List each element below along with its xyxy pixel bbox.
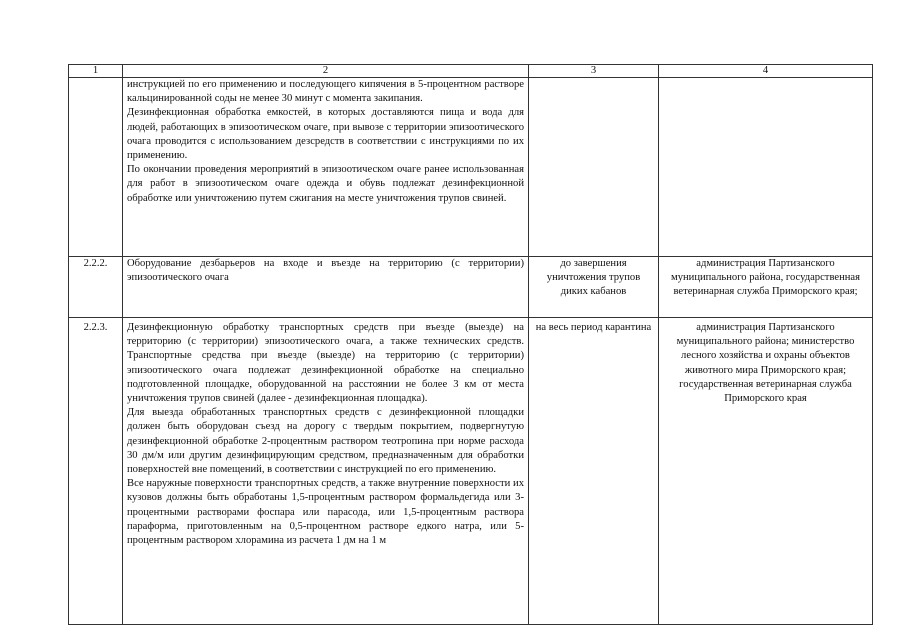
- table-header-row: [69, 65, 873, 78]
- row-term: на весь период карантина: [529, 318, 659, 625]
- row-measure-text: [123, 318, 529, 625]
- header-col-2: 2: [123, 65, 529, 78]
- header-col-4: 4: [659, 65, 873, 78]
- paragraph: По окончании проведения мероприятий в эпизоотическом очаге ранее использованная для работ в эпизоотическом очаге одежда и обувь подлежат дезинфекционной обработке или уничтожению путем сжигания на месте уничтожения трупов свиней.: [127, 164, 524, 204]
- row-measure-text: [123, 257, 529, 318]
- paragraph: Для выезда обработанных транспортных средств с дезинфекционной площадки должен быть оборудован съезд на дорогу с твердым покрытием, подвергнутую дезинфекционной обработке 2-процентным раствором теотропина при норме расхода 30 дм/м или другим дезинфицирующим средством, предназначенным для обработки поверхностей вне помещений, в соответствии с инструкцией по его применению.: [127, 407, 524, 476]
- table-row: [69, 78, 873, 257]
- table-row: [69, 257, 873, 318]
- row-term: [529, 78, 659, 257]
- header-col-1: 1: [69, 65, 123, 78]
- paragraph: Дезинфекционная обработка емкостей, в которых доставляются пища и вода для людей, работающих в эпизоотическом очаге, при вывозе с территории эпизоотического очага проводится с использованием дезсредств в соответствии с инструкциями по их применению.: [127, 107, 524, 162]
- row-responsible: администрация Партизанского муниципального района; министерство лесного хозяйства и охраны объектов животного мира Приморского края; государственная ветеринарная служба Приморского края: [659, 318, 873, 625]
- paragraph: Все наружные поверхности транспортных средств, а также внутренние поверхности их кузовов должны быть обработаны 1,5-процентным раствором формальдегида или 3-процентными растворами фоспара или парасода, или 1,5-процентным раствора параформа, приготовленным на 0,5-процентном растворе едкого натра, или 5-процентным раствором хлорамина из расчета 1 дм на 1 м: [127, 478, 524, 547]
- row-number: [69, 78, 123, 257]
- row-number: 2.2.3.: [69, 318, 123, 625]
- row-term: до завершения уничтожения трупов диких кабанов: [529, 257, 659, 318]
- table-row: [69, 318, 873, 625]
- paragraph: инструкцией по его применению и последующего кипячения в 5-процентном растворе кальцинированной соды не менее 30 минут с момента закипания.: [127, 79, 524, 105]
- row-responsible: [659, 78, 873, 257]
- paragraph: Дезинфекционную обработку транспортных средств при въезде (выезде) на территорию (с территории) эпизоотического очага, а также технических средств. Транспортные средства при въезде (выезде) на территорию (с территории) эпизоотического очага подлежат дезинфекционной обработке на специально подготовленной площадке, оборудованной на расстоянии не более 3 км от места уничтожения трупов свиней (далее - дезинфекционная площадка).: [127, 322, 524, 405]
- row-measure-text: [123, 78, 529, 257]
- row-responsible: администрация Партизанского муниципального района, государственная ветеринарная служба Приморского края;: [659, 257, 873, 318]
- paragraph: Оборудование дезбарьеров на входе и въезде на территорию (с территории) эпизоотического очага: [127, 258, 524, 284]
- row-number: 2.2.2.: [69, 257, 123, 318]
- measures-table: [68, 64, 873, 625]
- header-col-3: 3: [529, 65, 659, 78]
